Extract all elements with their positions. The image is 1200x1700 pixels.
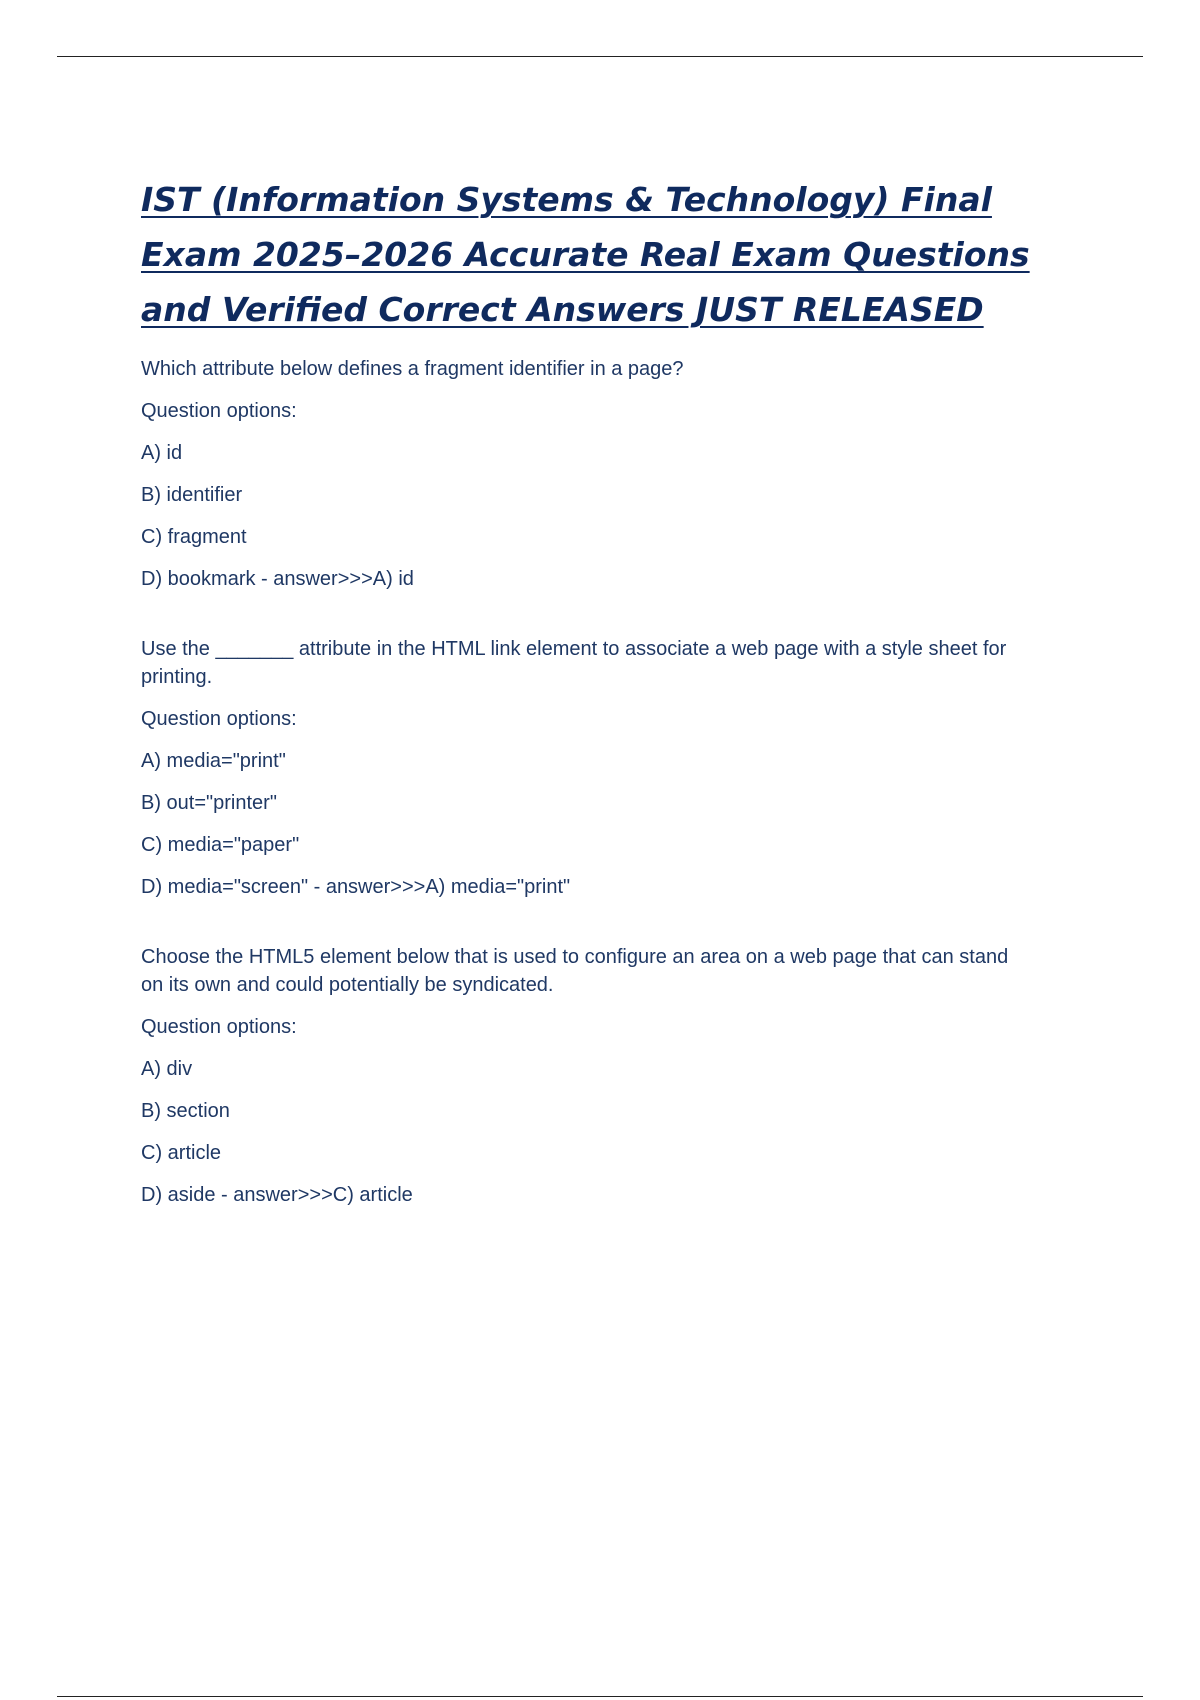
option-d-with-answer: D) media="screen" - answer>>>A) media="print" <box>141 876 571 898</box>
question-text: Which attribute below defines a fragment identifier in a page? <box>141 358 684 380</box>
option-b: B) out="printer" <box>141 792 277 814</box>
question-text: Use the _______ attribute in the HTML link element to associate a web page with a style sheet for printing. <box>141 638 1007 688</box>
options-label: Question options: <box>141 400 297 422</box>
options-label: Question options: <box>141 1016 297 1038</box>
option-d-with-answer: D) aside - answer>>>C) article <box>141 1184 413 1206</box>
question-block-3 <box>141 943 1041 1209</box>
option-d-with-answer: D) bookmark - answer>>>A) id <box>141 568 414 590</box>
top-rule <box>57 56 1143 57</box>
option-c: C) fragment <box>141 526 247 548</box>
option-a: A) media="print" <box>141 750 286 772</box>
option-b: B) identifier <box>141 484 243 506</box>
question-text: Choose the HTML5 element below that is used to configure an area on a web page that can stand on its own and could potentially be syndicated. <box>141 946 1009 996</box>
options-label: Question options: <box>141 708 297 730</box>
document-title: IST (Information Systems & Technology) Final Exam 2025–2026 Accurate Real Exam Questions and Verified Correct Answers JUST RELEASED <box>141 180 1030 329</box>
option-c: C) media="paper" <box>141 834 300 856</box>
document-body <box>141 172 1041 1251</box>
question-block-1 <box>141 355 1041 593</box>
option-b: B) section <box>141 1100 230 1122</box>
option-a: A) div <box>141 1058 193 1080</box>
option-c: C) article <box>141 1142 222 1164</box>
option-a: A) id <box>141 442 183 464</box>
bottom-rule <box>57 1696 1143 1697</box>
question-block-2 <box>141 635 1041 901</box>
